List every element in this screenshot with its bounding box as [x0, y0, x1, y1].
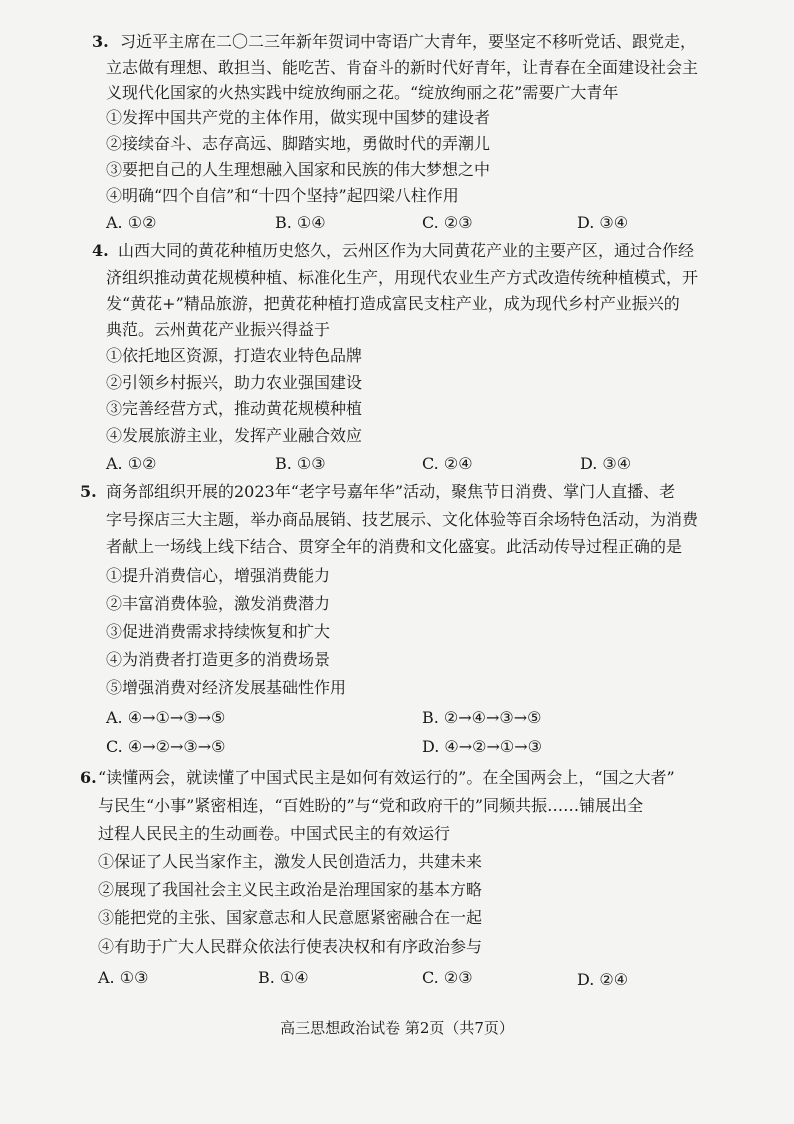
question-stem-line: 过程人民民主的生动画卷。中国式民主的有效运行: [98, 824, 451, 843]
question-item: ②引领乡村振兴，助力农业强国建设: [106, 373, 363, 392]
question-item: ①提升消费信心，增强消费能力: [106, 566, 331, 585]
question-item: ①依托地区资源，打造农业特色品牌: [106, 346, 363, 365]
option-a[interactable]: A. ④→①→③→⑤: [106, 708, 226, 727]
option-d[interactable]: D. ④→②→①→③: [422, 737, 543, 756]
question-stem-line: 义现代化国家的火热实践中绽放绚丽之花。“绽放绚丽之花”需要广大青年: [106, 83, 619, 102]
question-item: ②接续奋斗、志存高远、脚踏实地，勇做时代的弄潮儿: [106, 134, 491, 153]
option-d[interactable]: D. ③④: [577, 213, 629, 232]
question-item: ④发展旅游主业，发挥产业融合效应: [106, 426, 363, 445]
page-footer: 高三思想政治试卷 第2页（共7页）: [280, 1019, 514, 1037]
question-stem-line: 习近平主席在二〇二三年新年贺词中寄语广大青年，要坚定不移听党话、跟党走，: [120, 32, 697, 51]
question-item: ①保证了人民当家作主，激发人民创造活力，共建未来: [98, 852, 483, 871]
question-number: 4.: [92, 241, 109, 260]
question-stem-line: 与民生“小事”紧密相连，“百姓盼的”与“党和政府干的”同频共振……铺展出全: [98, 796, 644, 815]
question-item: ④有助于广大人民群众依法行使表决权和有序政治参与: [98, 937, 483, 956]
question-item: ③要把自己的人生理想融入国家和民族的伟大梦想之中: [106, 160, 491, 179]
question-stem-line: 者献上一场线上线下结合、贯穿全年的消费和文化盛宴。此活动传导过程正确的是: [106, 537, 683, 556]
question-item: ④为消费者打造更多的消费场景: [106, 650, 331, 669]
option-c[interactable]: C. ②③: [422, 213, 473, 232]
question-stem-line: 济组织推动黄花规模种植、标准化生产，用现代农业生产方式改造传统种植模式，开: [106, 268, 699, 287]
question-stem-line: 商务部组织开展的2023年“老字号嘉年华”活动，聚焦节日消费、掌门人直播、老: [106, 482, 676, 501]
question-item: ③能把党的主张、国家意志和人民意愿紧密融合在一起: [98, 908, 483, 927]
option-d[interactable]: D. ②④: [577, 970, 629, 989]
question-number: 3.: [92, 32, 109, 51]
option-b[interactable]: B. ②→④→③→⑤: [422, 708, 542, 727]
question-item: ②丰富消费体验，激发消费潜力: [106, 594, 331, 613]
option-a[interactable]: A. ①②: [106, 454, 157, 473]
question-item: ①发挥中国共产党的主体作用，做实现中国梦的建设者: [106, 108, 491, 127]
question-stem-line: 字号探店三大主题，举办商品展销、技艺展示、文化体验等百余场特色活动，为消费: [106, 510, 699, 529]
question-item: ③完善经营方式，推动黄花规模种植: [106, 399, 363, 418]
question-stem-line: 发“黄花+”精品旅游，把黄花种植打造成富民支柱产业，成为现代乡村产业振兴的: [106, 294, 680, 313]
question-stem-line: 典范。云州黄花产业振兴得益于: [106, 320, 331, 339]
question-item: ③促进消费需求持续恢复和扩大: [106, 622, 331, 641]
question-item: ⑤增强消费对经济发展基础性作用: [106, 678, 347, 697]
question-stem-line: “读懂两会，就读懂了中国式民主是如何有效运行的”。在全国两会上，“国之大者”: [98, 768, 675, 787]
option-b[interactable]: B. ①④: [258, 968, 309, 987]
question-stem-line: 立志做有理想、敢担当、能吃苦、肯奋斗的新时代好青年，让青春在全面建设社会主: [106, 58, 699, 77]
question-stem-line: 山西大同的黄花种植历史悠久，云州区作为大同黄花产业的主要产区，通过合作经: [118, 241, 695, 260]
question-number: 6.: [80, 768, 97, 787]
question-number: 5.: [80, 482, 97, 501]
option-a[interactable]: A. ①③: [98, 968, 149, 987]
option-d[interactable]: D. ③④: [580, 454, 632, 473]
question-item: ②展现了我国社会主义民主政治是治理国家的基本方略: [98, 880, 483, 899]
option-c[interactable]: C. ②③: [422, 968, 473, 987]
option-b[interactable]: B. ①④: [275, 213, 326, 232]
option-a[interactable]: A. ①②: [106, 213, 157, 232]
question-item: ④明确“四个自信”和“十四个坚持”起四梁八柱作用: [106, 186, 459, 205]
option-c[interactable]: C. ④→②→③→⑤: [106, 737, 226, 756]
option-c[interactable]: C. ②④: [422, 454, 473, 473]
option-b[interactable]: B. ①③: [275, 454, 326, 473]
